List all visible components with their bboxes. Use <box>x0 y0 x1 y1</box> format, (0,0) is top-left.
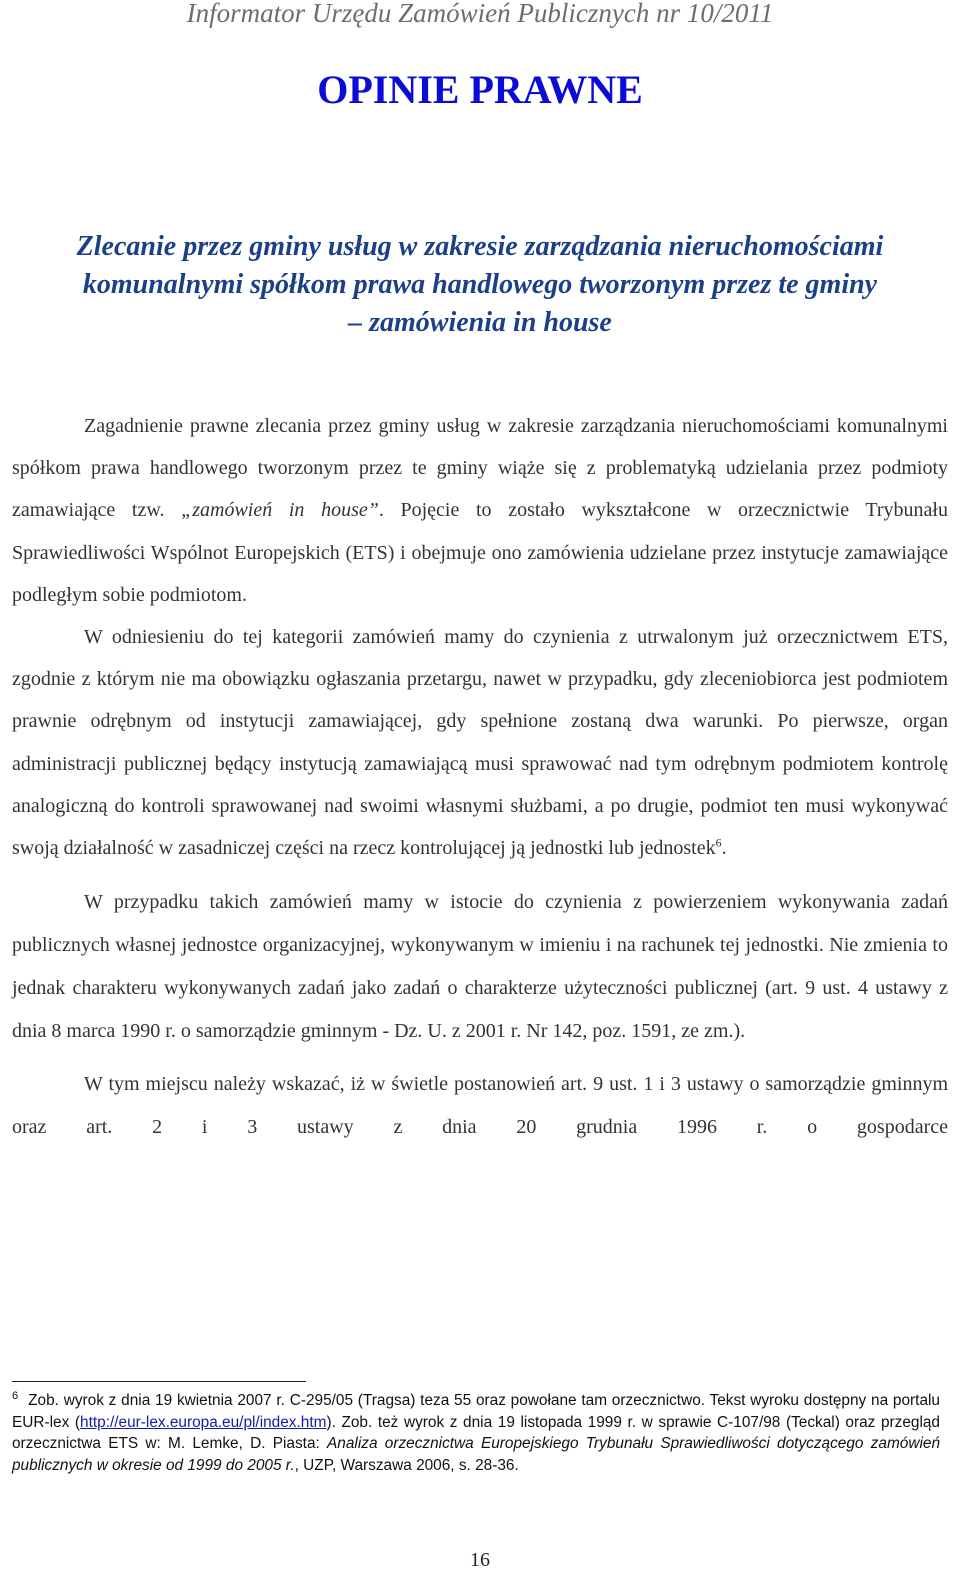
footnote <box>12 1390 940 1476</box>
running-header: Informator Urzędu Zamówień Publicznych nr 10/2011 <box>186 0 774 28</box>
footnote-text-end: , UZP, Warszawa 2006, s. 28-36. <box>294 1456 519 1474</box>
article-title <box>12 228 948 342</box>
paragraph-2 <box>12 616 948 869</box>
paragraph-1 <box>12 405 948 616</box>
paragraph-2-text: W odniesieniu do tej kategorii zamówień mamy do czynienia z utrwalonym już orzecznictwem ETS, zgodnie z którym nie ma obowiązku ogłaszania przetargu, nawet w przypadku, gdy zleceniobiorca jest podmiotem prawnie odrębnym od instytucji zamawiającej, gdy spełnione zostaną dwa warunki. Po pierwsze, organ administracji publicznej będący instytucją zamawiającą musi sprawować nad tym odrębnym podmiotem kontrolę analogiczną do kontroli sprawowanej nad swoimi własnymi służbami, a po drugie, podmiot ten musi wykonywać swoją działalność w zasadniczej części na rzecz kontrolującej ją jednostki lub jednostek <box>12 626 948 860</box>
footnote-number: 6 <box>12 1389 19 1402</box>
cited-book-title: Analiza orzecznictwa Europejskiego Trybunału Sprawiedliwości dotyczącego zamówień publicznych w okresie od 1999 do 2005 r. <box>12 1435 941 1474</box>
paragraph-3: W przypadku takich zamówień mamy w istocie do czynienia z powierzeniem wykonywania zadań publicznych własnej jednostce organizacyjnej, wykonywanym w imieniu i na rachunek tej jednostki. Nie zmienia to jednak charakteru wykonywanych zadań jako zadań o charakterze użyteczności publicznej (art. 9 ust. 4 ustawy z dnia 8 marca 1990 r. o samorządzie gminnym - Dz. U. z 2001 r. Nr 142, poz. 1591, ze zm.). <box>12 891 948 1043</box>
footnote-separator <box>12 1381 306 1382</box>
paragraph-1-text: Zagadnienie prawne zlecania przez gminy usług w zakresie zarządzania nieruchomościami komunalnymi spółkom prawa handlowego tworzonym przez te gminy wiąże się z problematyką udzielania przez podmioty zamawiające tzw. <box>12 415 948 522</box>
page-number: 16 <box>470 1549 490 1571</box>
paragraph-4: W tym miejscu należy wskazać, iż w świetle postanowień art. 9 ust. 1 i 3 ustawy o samorządzie gminnym oraz art. 2 i 3 ustawy z dnia 20 grudnia 1996 r. o gospodarce <box>12 1073 948 1139</box>
in-house-term: „zamówień in house” <box>181 499 379 522</box>
section-title: OPINIE PRAWNE <box>317 67 643 112</box>
article-title-line-3: – zamówienia in house <box>348 307 612 338</box>
paragraph-2-end: . <box>721 837 727 860</box>
footnote-text: Zob. wyrok z dnia 19 kwietnia 2007 r. C-295/05 (Tragsa) teza 55 oraz powołane tam orzecznictwo. Tekst wyroku dostępny na portalu EUR-lex ( <box>12 1392 940 1431</box>
article-title-line-2: komunalnymi spółkom prawa handlowego tworzonym przez te gminy <box>82 269 878 300</box>
article-body <box>12 405 948 1149</box>
paragraph-1-continuation: . Pojęcie to zostało wykształcone w orzecznictwie Trybunału Sprawiedliwości Wspólnot Europejskich (ETS) i obejmuje ono zamówienia udzielane przez instytucje zamawiające podległym sobie podmiotom. <box>12 499 948 606</box>
article-title-line-1: Zlecanie przez gminy usług w zakresie zarządzania nieruchomościami <box>76 231 884 262</box>
eur-lex-link[interactable]: http://eur-lex.europa.eu/pl/index.htm <box>80 1413 327 1431</box>
footnote-reference[interactable]: 6 <box>715 835 722 850</box>
footnote-text-continued: ). Zob. też wyrok z dnia 19 listopada 1999 r. w sprawie C-107/98 (Teckal) oraz przegląd orzecznictwa ETS w: M. Lemke, D. Piasta: <box>12 1413 940 1452</box>
